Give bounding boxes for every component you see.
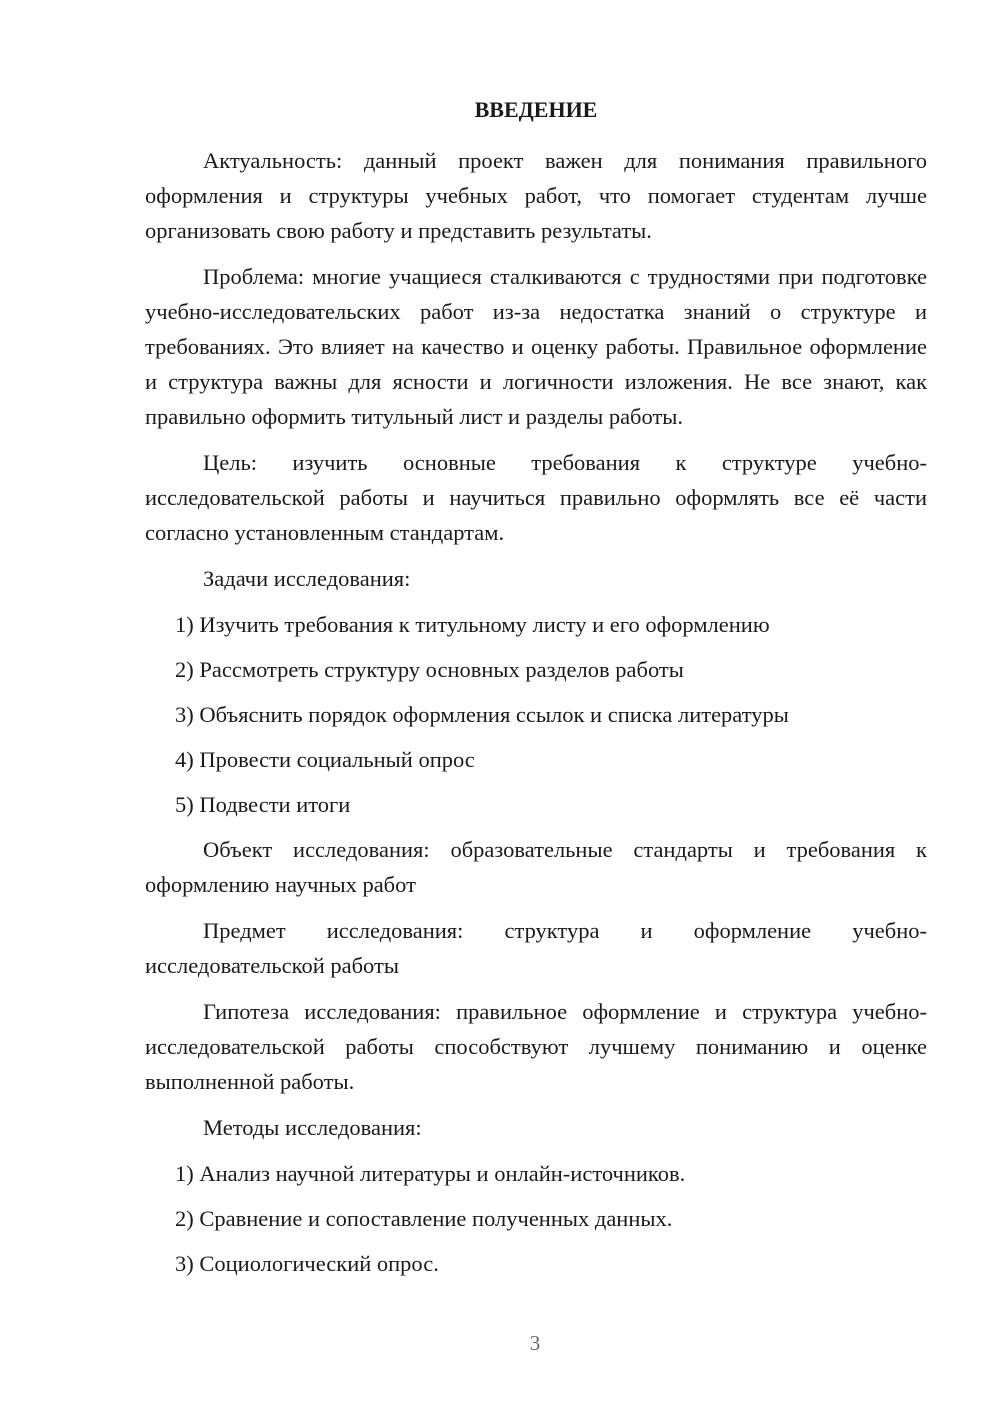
object-paragraph: Объект исследования: образовательные стандарты и требования к оформлению научных работ (145, 837, 927, 897)
method-item: 3) Социологический опрос. (175, 1251, 439, 1276)
page-number: 3 (529, 1331, 541, 1355)
methods-label: Методы исследования: (203, 1115, 422, 1140)
method-item: 1) Анализ научной литературы и онлайн-источников. (175, 1161, 686, 1186)
document-page (145, 92, 927, 1291)
subject-paragraph: Предмет исследования: структура и оформление учебно-исследовательской работы (145, 918, 927, 978)
task-item: 3) Объяснить порядок оформления ссылок и списка литературы (175, 702, 789, 727)
task-item: 4) Провести социальный опрос (175, 747, 475, 772)
method-item: 2) Сравнение и сопоставление полученных данных. (175, 1206, 673, 1231)
relevance-paragraph: Актуальность: данный проект важен для понимания правильного оформления и структуры учебных работ, что помогает студентам лучше организовать свою работу и представить результаты. (145, 148, 927, 243)
task-item: 5) Подвести итоги (175, 792, 351, 817)
goal-paragraph: Цель: изучить основные требования к структуре учебно-исследовательской работы и научиться правильно оформлять все её части согласно установленным стандартам. (145, 450, 927, 545)
task-item: 1) Изучить требования к титульному листу и его оформлению (175, 612, 770, 637)
hypothesis-paragraph: Гипотеза исследования: правильное оформление и структура учебно-исследовательской работы способствуют лучшему пониманию и оценке выполненной работы. (145, 999, 927, 1094)
tasks-label: Задачи исследования: (203, 566, 411, 591)
task-item: 2) Рассмотреть структуру основных разделов работы (175, 657, 684, 682)
section-title: ВВЕДЕНИЕ (474, 97, 598, 122)
problem-paragraph: Проблема: многие учащиеся сталкиваются с трудностями при подготовке учебно-исследовательских работ из-за недостатка знаний о структуре и требованиях. Это влияет на качество и оценку работы. Правильное оформление и структура важны для ясности и логичности изложения. Не все знают, как правильно оформить титульный лист и разделы работы. (145, 264, 927, 429)
